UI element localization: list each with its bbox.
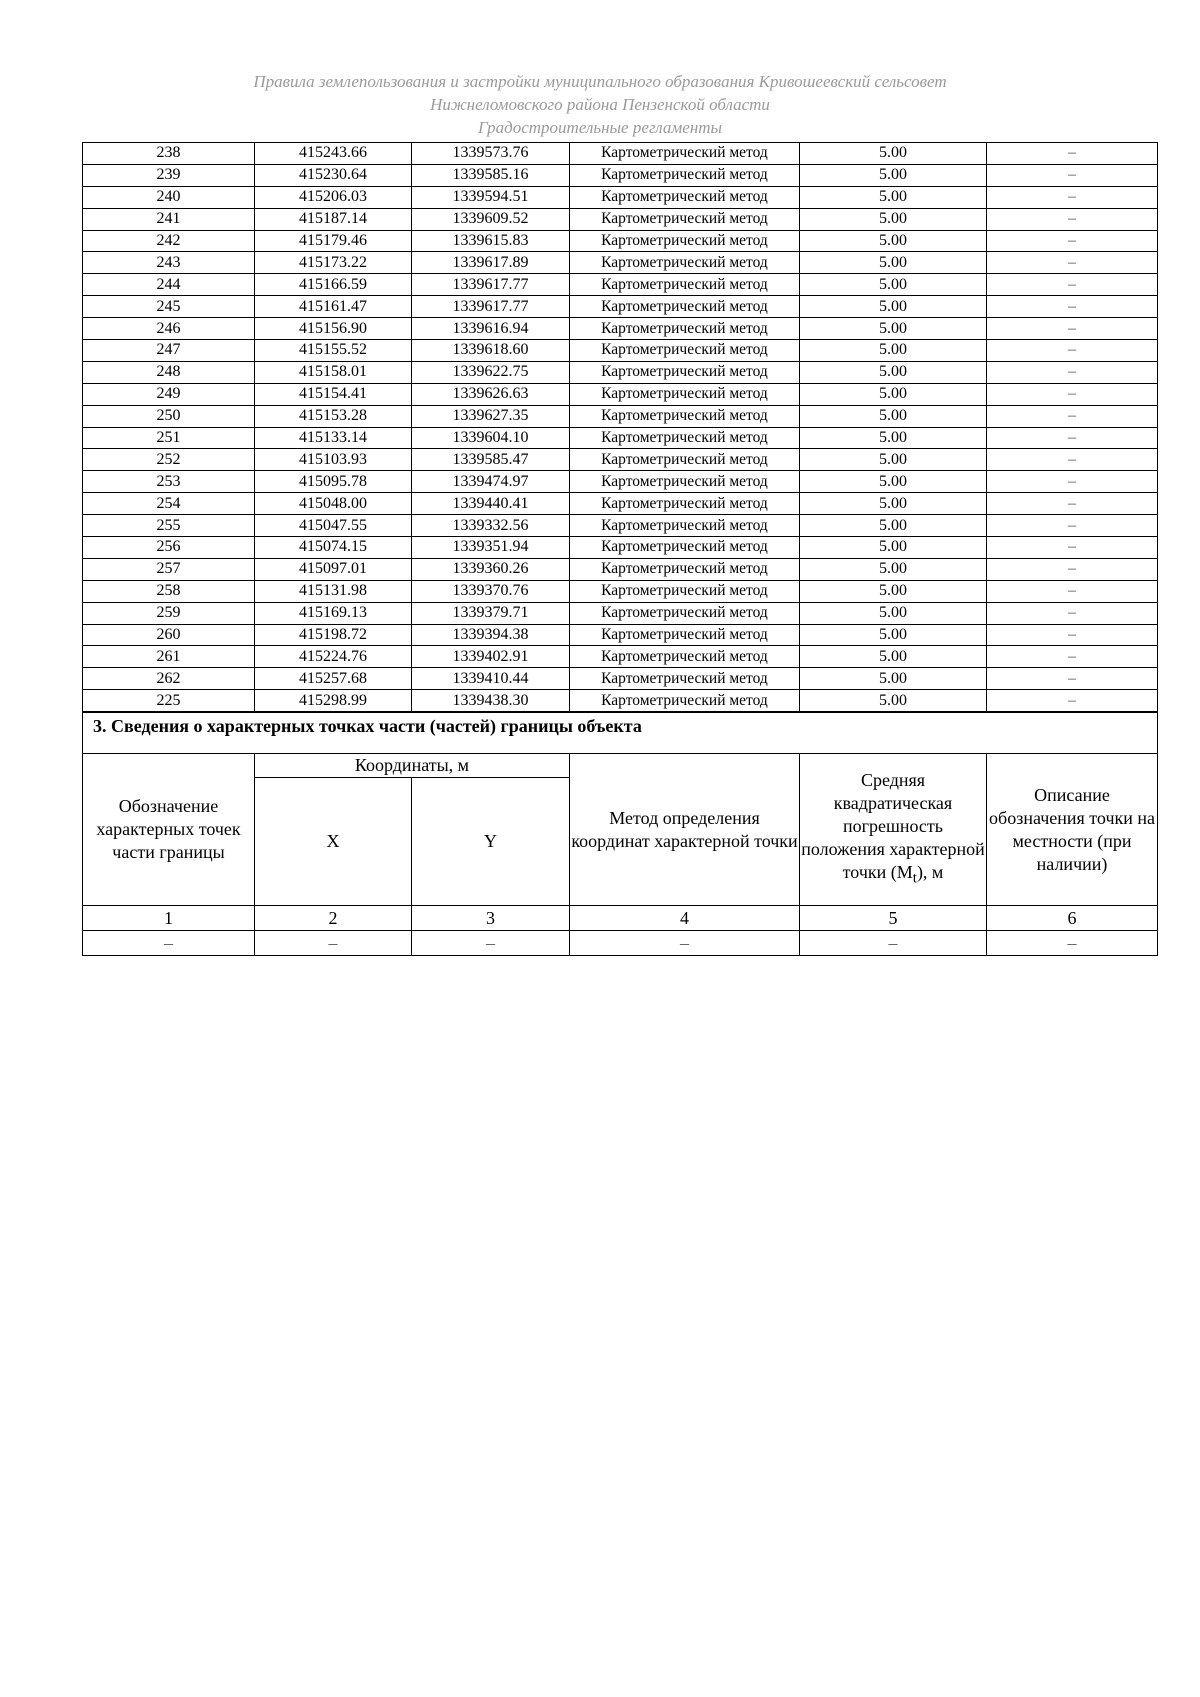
point-id-cell: 249 [83,383,255,405]
col-number: 1 [83,906,255,931]
point-id-cell: 255 [83,515,255,537]
description-cell: – [987,427,1158,449]
point-id-cell: 239 [83,164,255,186]
point-id-cell: 254 [83,493,255,515]
error-cell: 5.00 [800,208,987,230]
point-id-cell: 257 [83,558,255,580]
x-coord-cell: 415173.22 [255,252,412,274]
y-coord-cell: 1339573.76 [412,143,570,165]
method-cell: Картометрический метод [570,405,800,427]
x-coord-cell: 415048.00 [255,493,412,515]
x-coord-cell: 415131.98 [255,580,412,602]
table-row [83,186,1158,208]
col-number: 4 [570,906,800,931]
col-number: 2 [255,906,412,931]
y-coord-cell: 1339622.75 [412,361,570,383]
method-cell: Картометрический метод [570,690,800,712]
method-cell: Картометрический метод [570,252,800,274]
point-id-cell: 244 [83,274,255,296]
table-row [83,471,1158,493]
col-coords-header: Координаты, м [255,754,570,778]
method-cell: Картометрический метод [570,340,800,362]
points-table-body [83,143,1158,712]
error-cell: 5.00 [800,624,987,646]
header-line-2: Нижнеломовского района Пензенской области [430,95,770,114]
description-cell: – [987,537,1158,559]
col-designation-header: Обозначение характерных точек части границы [83,754,255,906]
description-cell: – [987,186,1158,208]
table-row [83,668,1158,690]
error-cell: 5.00 [800,186,987,208]
table-row [83,537,1158,559]
y-coord-cell: 1339332.56 [412,515,570,537]
table-row [83,208,1158,230]
description-cell: – [987,515,1158,537]
empty-cell: – [570,931,800,956]
error-cell: 5.00 [800,558,987,580]
method-cell: Картометрический метод [570,318,800,340]
method-cell: Картометрический метод [570,186,800,208]
error-cell: 5.00 [800,230,987,252]
table-row [83,580,1158,602]
point-id-cell: 253 [83,471,255,493]
description-cell: – [987,690,1158,712]
y-coord-cell: 1339438.30 [412,690,570,712]
error-cell: 5.00 [800,383,987,405]
y-coord-cell: 1339615.83 [412,230,570,252]
col-y-header: Y [412,778,570,906]
col-error-tail: ), м [916,861,944,882]
error-cell: 5.00 [800,580,987,602]
method-cell: Картометрический метод [570,668,800,690]
table-row [83,274,1158,296]
x-coord-cell: 415298.99 [255,690,412,712]
x-coord-cell: 415103.93 [255,449,412,471]
x-coord-cell: 415198.72 [255,624,412,646]
table-row [83,164,1158,186]
x-coord-cell: 415161.47 [255,296,412,318]
description-cell: – [987,208,1158,230]
point-id-cell: 261 [83,646,255,668]
point-id-cell: 246 [83,318,255,340]
y-coord-cell: 1339474.97 [412,471,570,493]
y-coord-cell: 1339351.94 [412,537,570,559]
point-id-cell: 251 [83,427,255,449]
col-number: 5 [800,906,987,931]
x-coord-cell: 415074.15 [255,537,412,559]
x-coord-cell: 415158.01 [255,361,412,383]
error-cell: 5.00 [800,537,987,559]
x-coord-cell: 415166.59 [255,274,412,296]
description-cell: – [987,471,1158,493]
description-cell: – [987,274,1158,296]
method-cell: Картометрический метод [570,558,800,580]
empty-cell: – [83,931,255,956]
column-numbers-row [83,906,1158,931]
point-id-cell: 225 [83,690,255,712]
table-row [83,427,1158,449]
table-row [83,318,1158,340]
points-table [82,142,1158,712]
method-cell: Картометрический метод [570,493,800,515]
description-cell: – [987,646,1158,668]
y-coord-cell: 1339617.77 [412,296,570,318]
description-cell: – [987,143,1158,165]
table-row [83,296,1158,318]
x-coord-cell: 415047.55 [255,515,412,537]
y-coord-cell: 1339379.71 [412,602,570,624]
table-row [83,602,1158,624]
method-cell: Картометрический метод [570,427,800,449]
empty-data-row [83,931,1158,956]
description-cell: – [987,383,1158,405]
description-cell: – [987,340,1158,362]
table-row [83,624,1158,646]
error-cell: 5.00 [800,164,987,186]
table-row [83,493,1158,515]
x-coord-cell: 415243.66 [255,143,412,165]
description-cell: – [987,624,1158,646]
method-cell: Картометрический метод [570,471,800,493]
x-coord-cell: 415257.68 [255,668,412,690]
table-row [83,449,1158,471]
description-cell: – [987,230,1158,252]
method-cell: Картометрический метод [570,274,800,296]
point-id-cell: 252 [83,449,255,471]
point-id-cell: 258 [83,580,255,602]
x-coord-cell: 415095.78 [255,471,412,493]
col-method-header: Метод определения координат характерной точки [570,754,800,906]
error-cell: 5.00 [800,274,987,296]
header-line-1: Правила землепользования и застройки муниципального образования Кривошеевский сельсовет [253,72,947,91]
table-row [83,230,1158,252]
method-cell: Картометрический метод [570,646,800,668]
page-header [0,70,1200,139]
error-cell: 5.00 [800,143,987,165]
method-cell: Картометрический метод [570,383,800,405]
x-coord-cell: 415230.64 [255,164,412,186]
y-coord-cell: 1339370.76 [412,580,570,602]
y-coord-cell: 1339617.89 [412,252,570,274]
method-cell: Картометрический метод [570,296,800,318]
table-row [83,383,1158,405]
col-error-sub: t [912,870,917,887]
y-coord-cell: 1339585.47 [412,449,570,471]
point-id-cell: 259 [83,602,255,624]
point-id-cell: 247 [83,340,255,362]
description-cell: – [987,252,1158,274]
empty-cell: – [800,931,987,956]
x-coord-cell: 415153.28 [255,405,412,427]
col-error-header [800,754,987,906]
x-coord-cell: 415224.76 [255,646,412,668]
empty-cell: – [255,931,412,956]
table-row [83,340,1158,362]
method-cell: Картометрический метод [570,164,800,186]
method-cell: Картометрический метод [570,208,800,230]
method-cell: Картометрический метод [570,143,800,165]
method-cell: Картометрический метод [570,230,800,252]
x-coord-cell: 415187.14 [255,208,412,230]
section3-title: 3. Сведения о характерных точках части (частей) границы объекта [83,713,1158,754]
y-coord-cell: 1339626.63 [412,383,570,405]
description-cell: – [987,361,1158,383]
method-cell: Картометрический метод [570,515,800,537]
y-coord-cell: 1339402.91 [412,646,570,668]
description-cell: – [987,668,1158,690]
y-coord-cell: 1339616.94 [412,318,570,340]
error-cell: 5.00 [800,318,987,340]
table-row [83,361,1158,383]
error-cell: 5.00 [800,449,987,471]
point-id-cell: 238 [83,143,255,165]
error-cell: 5.00 [800,296,987,318]
y-coord-cell: 1339609.52 [412,208,570,230]
method-cell: Картометрический метод [570,449,800,471]
table-row [83,646,1158,668]
table-row [83,252,1158,274]
method-cell: Картометрический метод [570,537,800,559]
col-number: 6 [987,906,1158,931]
point-id-cell: 256 [83,537,255,559]
error-cell: 5.00 [800,646,987,668]
x-coord-cell: 415097.01 [255,558,412,580]
error-cell: 5.00 [800,427,987,449]
col-x-header: X [255,778,412,906]
error-cell: 5.00 [800,602,987,624]
y-coord-cell: 1339617.77 [412,274,570,296]
method-cell: Картометрический метод [570,624,800,646]
y-coord-cell: 1339627.35 [412,405,570,427]
description-cell: – [987,602,1158,624]
x-coord-cell: 415156.90 [255,318,412,340]
x-coord-cell: 415155.52 [255,340,412,362]
col-error-main: Средняя квадратическая погрешность положения характерной точки (M [801,769,985,882]
col-number: 3 [412,906,570,931]
description-cell: – [987,580,1158,602]
error-cell: 5.00 [800,405,987,427]
error-cell: 5.00 [800,668,987,690]
error-cell: 5.00 [800,252,987,274]
x-coord-cell: 415179.46 [255,230,412,252]
point-id-cell: 243 [83,252,255,274]
error-cell: 5.00 [800,690,987,712]
empty-cell: – [412,931,570,956]
point-id-cell: 242 [83,230,255,252]
description-cell: – [987,405,1158,427]
description-cell: – [987,296,1158,318]
point-id-cell: 240 [83,186,255,208]
section3-table [82,712,1158,956]
table-row [83,143,1158,165]
error-cell: 5.00 [800,340,987,362]
y-coord-cell: 1339394.38 [412,624,570,646]
x-coord-cell: 415133.14 [255,427,412,449]
table-row [83,690,1158,712]
y-coord-cell: 1339618.60 [412,340,570,362]
description-cell: – [987,164,1158,186]
point-id-cell: 262 [83,668,255,690]
x-coord-cell: 415206.03 [255,186,412,208]
method-cell: Картометрический метод [570,361,800,383]
y-coord-cell: 1339440.41 [412,493,570,515]
description-cell: – [987,558,1158,580]
y-coord-cell: 1339594.51 [412,186,570,208]
y-coord-cell: 1339604.10 [412,427,570,449]
description-cell: – [987,318,1158,340]
table-row [83,558,1158,580]
empty-cell: – [987,931,1158,956]
error-cell: 5.00 [800,471,987,493]
point-id-cell: 260 [83,624,255,646]
error-cell: 5.00 [800,361,987,383]
description-cell: – [987,493,1158,515]
point-id-cell: 250 [83,405,255,427]
col-description-header: Описание обозначения точки на местности (при наличии) [987,754,1158,906]
table-row [83,405,1158,427]
y-coord-cell: 1339585.16 [412,164,570,186]
method-cell: Картометрический метод [570,580,800,602]
method-cell: Картометрический метод [570,602,800,624]
point-id-cell: 241 [83,208,255,230]
point-id-cell: 245 [83,296,255,318]
header-line-3: Градостроительные регламенты [477,118,723,137]
x-coord-cell: 415154.41 [255,383,412,405]
error-cell: 5.00 [800,515,987,537]
y-coord-cell: 1339410.44 [412,668,570,690]
y-coord-cell: 1339360.26 [412,558,570,580]
x-coord-cell: 415169.13 [255,602,412,624]
point-id-cell: 248 [83,361,255,383]
error-cell: 5.00 [800,493,987,515]
description-cell: – [987,449,1158,471]
table-row [83,515,1158,537]
